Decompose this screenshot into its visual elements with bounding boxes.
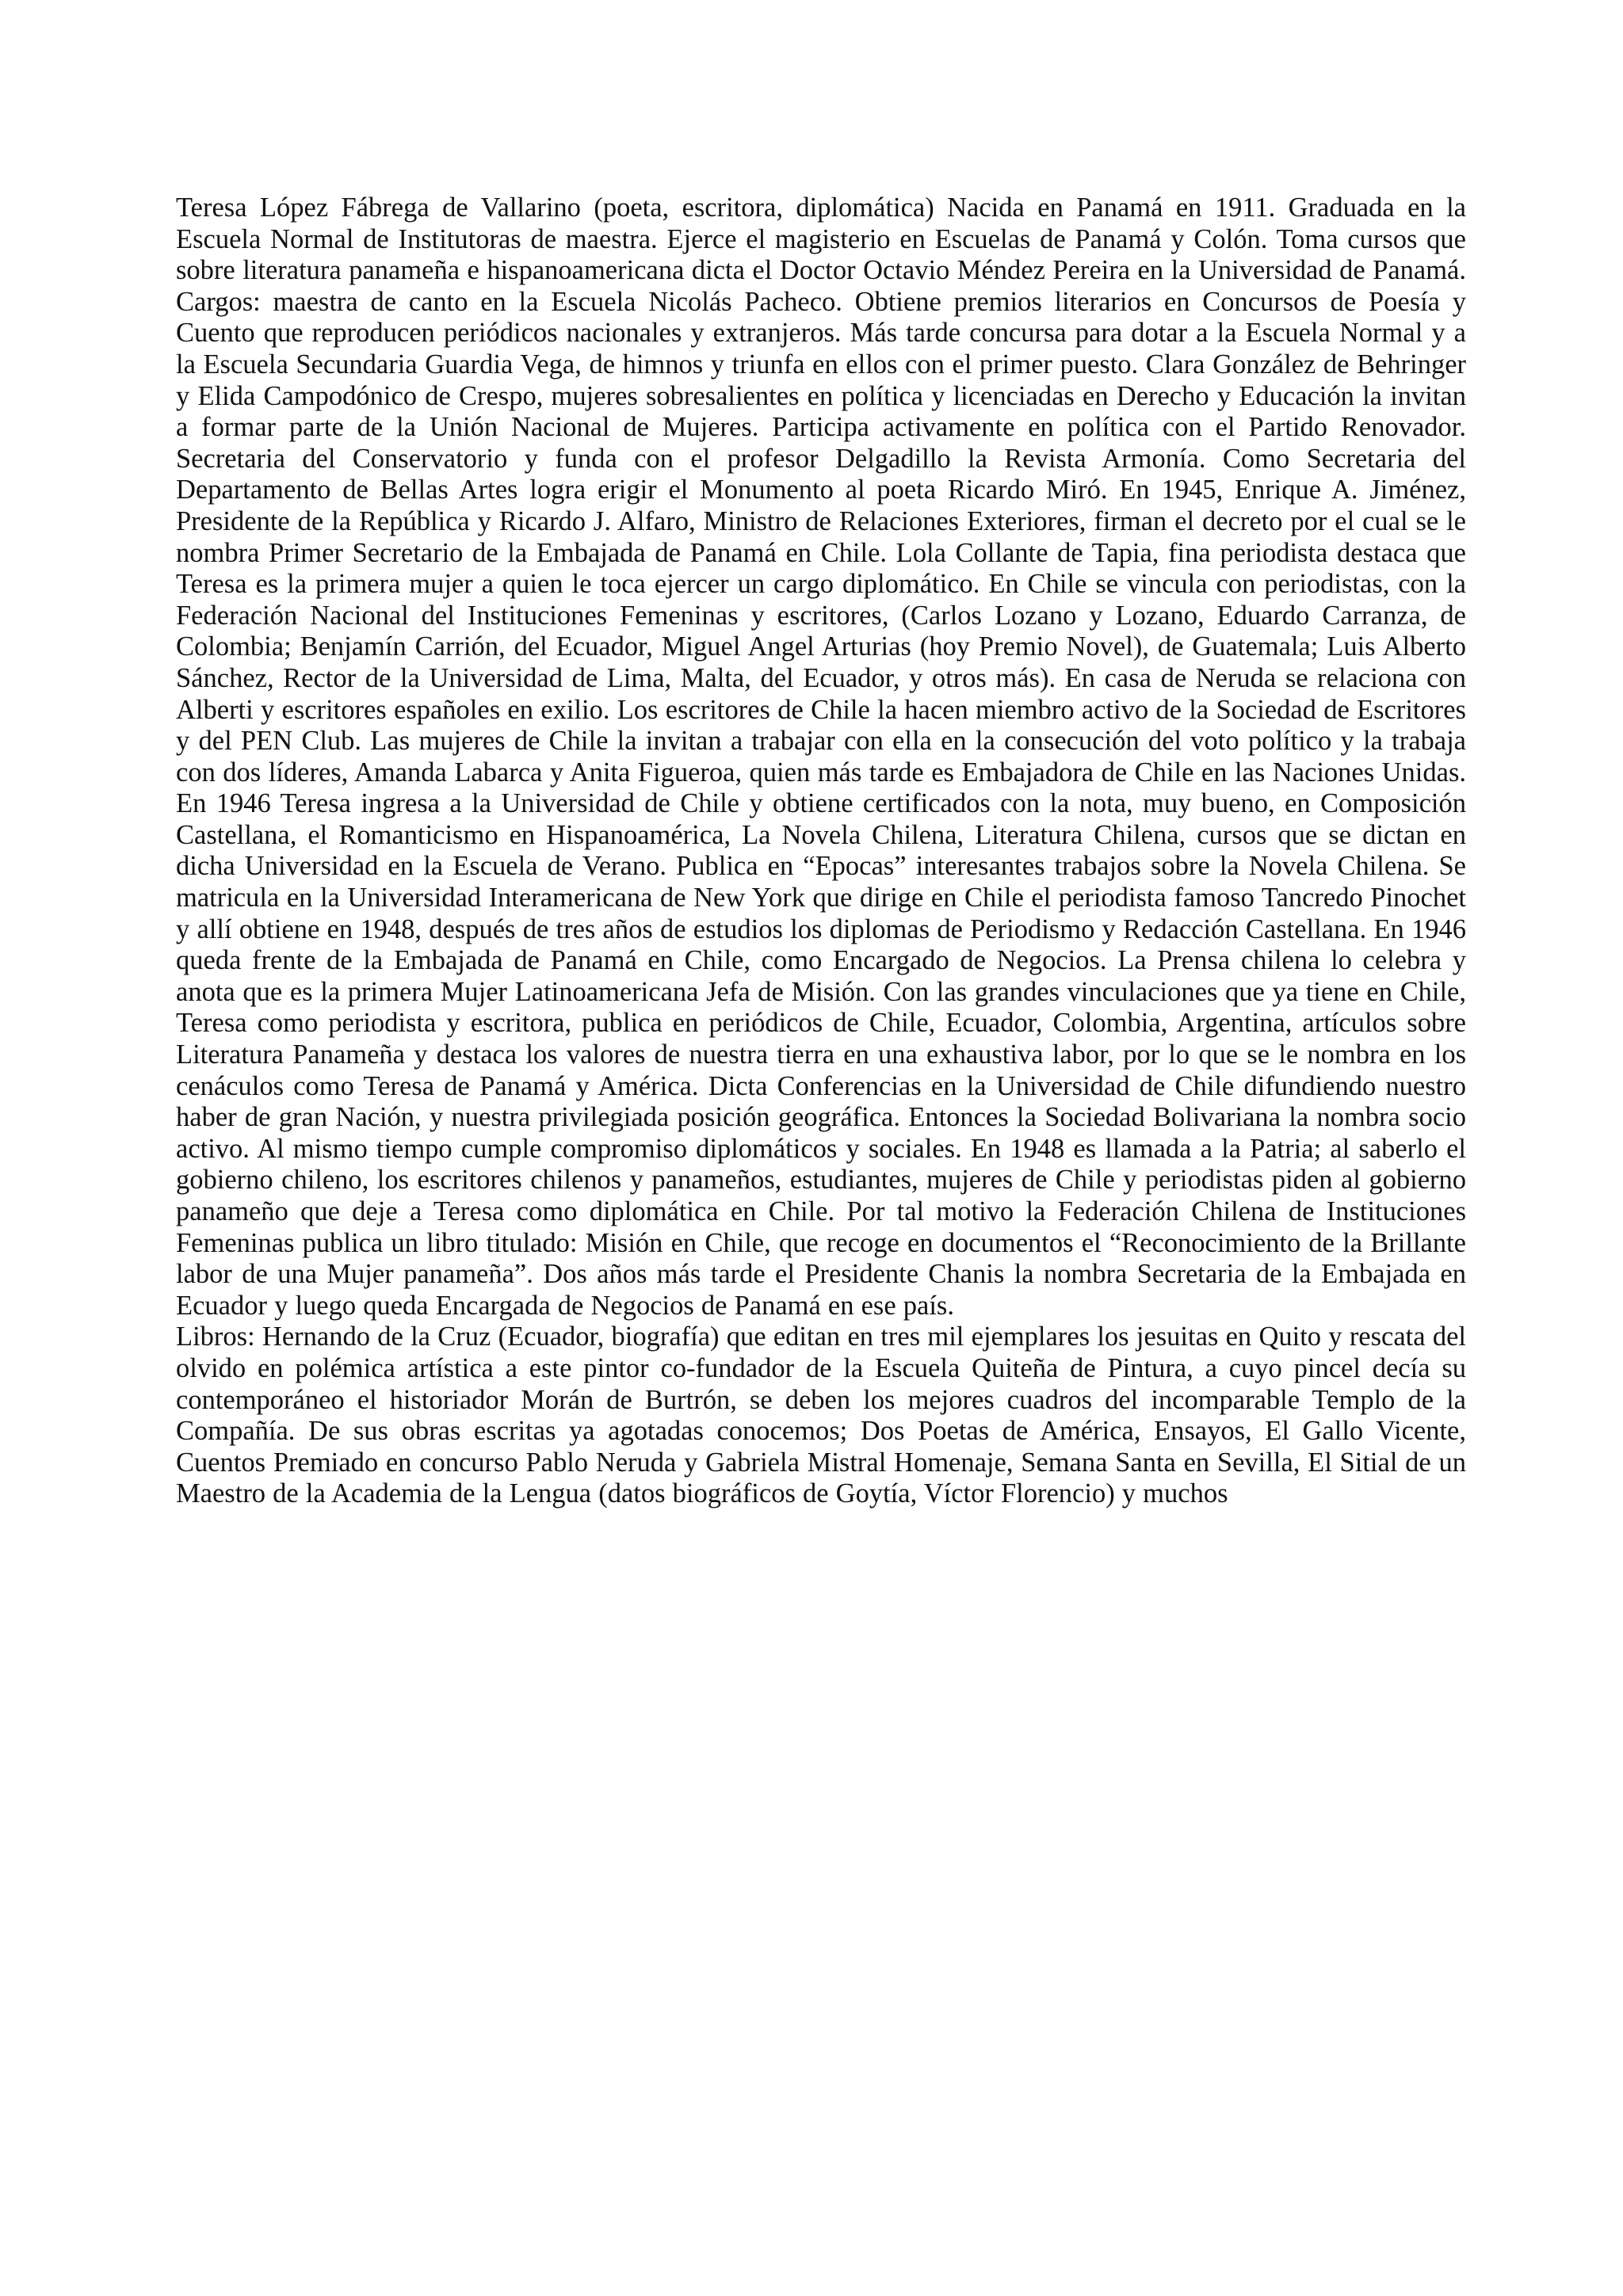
biography-paragraph: Teresa López Fábrega de Vallarino (poeta, escritora, diplomática) Nacida en Panamá en 1911. Graduada en la Escuela Normal de Institutoras de maestra. Ejerce el magisterio en Escuelas de Panamá y Colón. Toma cursos que sobre literatura panameña e hispanoamericana dicta el Doctor Octavio Méndez Pereira en la Universidad de Panamá. Cargos: maestra de canto en la Escuela Nicolás Pacheco. Obtiene premios literarios en Concursos de Poesía y Cuento que reproducen periódicos nacionales y extranjeros. Más tarde concursa para dotar a la Escuela Normal y a la Escuela Secundaria Guardia Vega, de himnos y triunfa en ellos con el primer puesto. Clara González de Behringer y Elida Campodónico de Crespo, mujeres sobresalientes en política y licenciadas en Derecho y Educación la invitan a formar parte de la Unión Nacional de Mujeres. Participa activamente en política con el Partido Renovador. Secretaria del Conservatorio y funda con el profesor Delgadillo la Revista Armonía. Como Secretaria del Departamento de Bellas Artes logra erigir el Monumento al poeta Ricardo Miró. En 1945, Enrique A. Jiménez, Presidente de la República y Ricardo J. Alfaro, Ministro de Relaciones Exteriores, firman el decreto por el cual se le nombra Primer Secretario de la Embajada de Panamá en Chile. Lola Collante de Tapia, fina periodista destaca que Teresa es la primera mujer a quien le toca ejercer un cargo diplomático. En Chile se vincula con periodistas, con la Federación Nacional del Instituciones Femeninas y escritores, (Carlos Lozano y Lozano, Eduardo Carranza, de Colombia; Benjamín Carrión, del Ecuador, Miguel Angel Arturias (hoy Premio Novel), de Guatemala; Luis Alberto Sánchez, Rector de la Universidad de Lima, Malta, del Ecuador, y otros más). En casa de Neruda se relaciona con Alberti y escritores españoles en exilio. Los escritores de Chile la hacen miembro activo de la Sociedad de Escritores y del PEN Club. Las mujeres de Chile la invitan a trabajar con ella en la consecución del voto político y la trabaja con dos líderes, Amanda Labarca y Anita Figueroa, quien más tarde es Embajadora de Chile en las Naciones Unidas. En 1946 Teresa ingresa a la Universidad de Chile y obtiene certificados con la nota, muy bueno, en Composición Castellana, el Romanticismo en Hispanoamérica, La Novela Chilena, Literatura Chilena, cursos que se dictan en dicha Universidad en la Escuela de Verano. Publica en “Epocas” interesantes trabajos sobre la Novela Chilena. Se matricula en la Universidad Interamericana de New York que dirige en Chile el periodista famoso Tancredo Pinochet y allí obtiene en 1948, después de tres años de estudios los diplomas de Periodismo y Redacción Castellana. En 1946 queda frente de la Embajada de Panamá en Chile, como Encargado de Negocios. La Prensa chilena lo celebra y anota que es la primera Mujer Latinoamericana Jefa de Misión. Con las grandes vinculaciones que ya tiene en Chile, Teresa como periodista y escritora, publica en periódicos de Chile, Ecuador, Colombia, Argentina, artículos sobre Literatura Panameña y destaca los valores de nuestra tierra en una exhaustiva labor, por lo que se le nombra en los cenáculos como Teresa de Panamá y América. Dicta Conferencias en la Universidad de Chile difundiendo nuestro haber de gran Nación, y nuestra privilegiada posición geográfica. Entonces la Sociedad Bolivariana la nombra socio activo. Al mismo tiempo cumple compromiso diplomáticos y sociales. En 1948 es llamada a la Patria; al saberlo el gobierno chileno, los escritores chilenos y panameños, estudiantes, mujeres de Chile y periodistas piden al gobierno panameño que deje a Teresa como diplomática en Chile. Por tal motivo la Federación Chilena de Instituciones Femeninas publica un libro titulado: Misión en Chile, que recoge en documentos el “Reconocimiento de la Brillante labor de una Mujer panameña”. Dos años más tarde el Presidente Chanis la nombra Secretaria de la Embajada en Ecuador y luego queda Encargada de Negocios de Panamá en ese país.: [176, 193, 1466, 1321]
books-paragraph: Libros: Hernando de la Cruz (Ecuador, biografía) que editan en tres mil ejemplares los jesuitas en Quito y rescata del olvido en polémica artística a este pintor co-fundador de la Escuela Quiteña de Pintura, a cuyo pincel decía su contemporáneo el historiador Morán de Burtrón, se deben los mejores cuadros del incomparable Templo de la Compañía. De sus obras escritas ya agotadas conocemos; Dos Poetas de América, Ensayos, El Gallo Vicente, Cuentos Premiado en concurso Pablo Neruda y Gabriela Mistral Homenaje, Semana Santa en Sevilla, El Sitial de un Maestro de la Academia de la Lengua (datos biográficos de Goytía, Víctor Florencio) y muchos: [176, 1322, 1466, 1509]
document-body: [176, 193, 1466, 1510]
